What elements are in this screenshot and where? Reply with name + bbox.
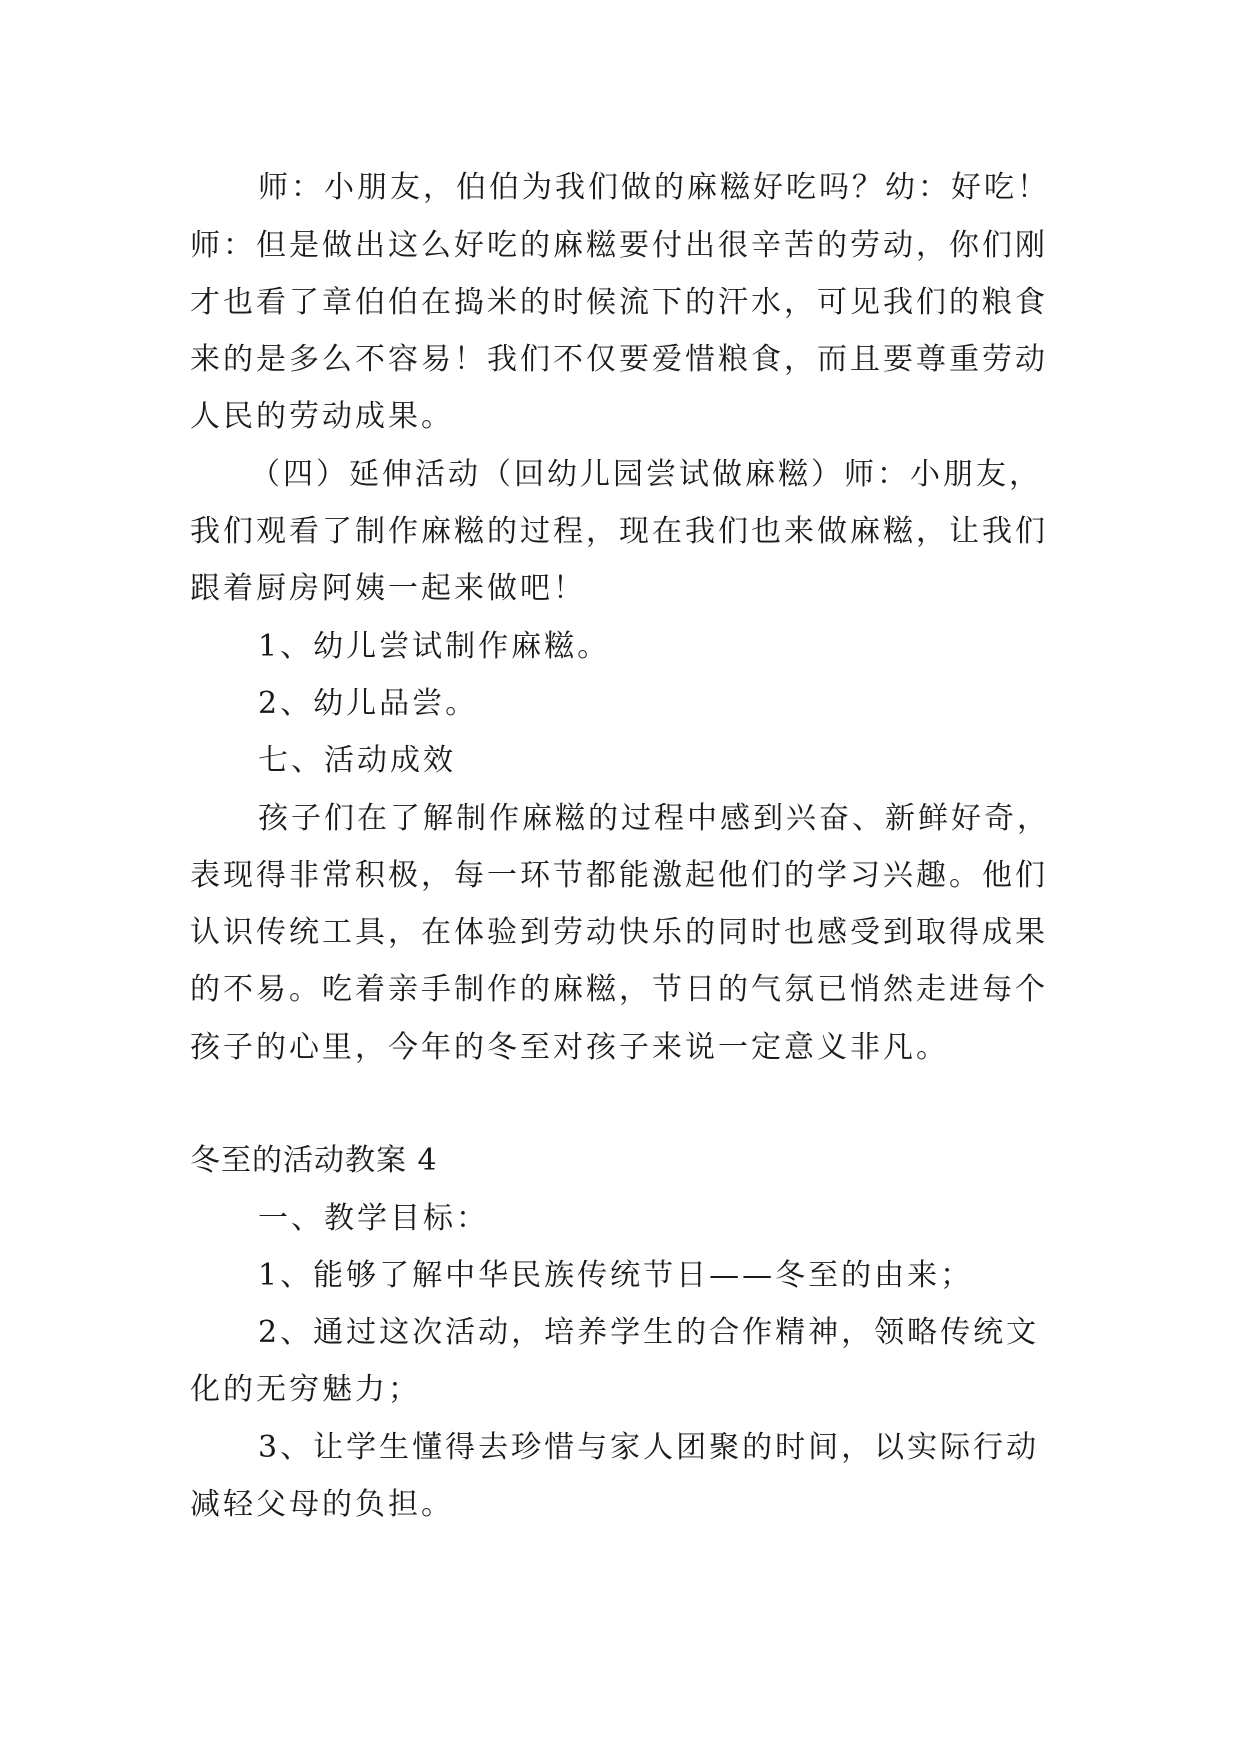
paragraph-line: 我们观看了制作麻糍的过程，现在我们也来做麻糍，让我们 [190,514,1048,549]
list-item: 2、通过这次活动，培养学生的合作精神，领略传统文 [258,1315,1040,1350]
section-heading: 一、教学目标： [258,1201,489,1236]
paragraph-line: 减轻父母的负担。 [190,1487,454,1522]
paragraph-line: 化的无穷魅力； [190,1372,421,1407]
paragraph-line: 人民的劳动成果。 [190,399,454,434]
paragraph-line: 才也看了章伯伯在捣米的时候流下的汗水，可见我们的粮食 [190,285,1048,320]
list-item: 2、幼儿品尝。 [258,686,479,721]
paragraph-line: 跟着厨房阿姨一起来做吧！ [190,571,586,606]
paragraph-line: 表现得非常积极，每一环节都能激起他们的学习兴趣。他们 [190,858,1048,893]
paragraph-line: 来的是多么不容易！我们不仅要爱惜粮食，而且要尊重劳动 [190,342,1048,377]
list-item: 1、幼儿尝试制作麻糍。 [258,629,611,664]
document-title: 冬至的活动教案 4 [190,1143,438,1178]
paragraph-line: （四）延伸活动（回幼儿园尝试做麻糍）师：小朋友， [250,457,1042,492]
paragraph-line: 孩子的心里，今年的冬至对孩子来说一定意义非凡。 [190,1030,949,1065]
section-heading: 七、活动成效 [258,743,456,778]
paragraph-line: 的不易。吃着亲手制作的麻糍，节日的气氛已悄然走进每个 [190,972,1048,1007]
list-item: 3、让学生懂得去珍惜与家人团聚的时间，以实际行动 [258,1430,1040,1465]
paragraph-line: 认识传统工具，在体验到劳动快乐的同时也感受到取得成果 [190,915,1048,950]
paragraph-line: 师：但是做出这么好吃的麻糍要付出很辛苦的劳动，你们刚 [190,228,1048,263]
list-item: 1、能够了解中华民族传统节日——冬至的由来； [258,1258,974,1293]
paragraph-line: 师：小朋友，伯伯为我们做的麻糍好吃吗？幼：好吃！ [258,170,1050,205]
paragraph-line: 孩子们在了解制作麻糍的过程中感到兴奋、新鲜好奇， [258,801,1050,836]
